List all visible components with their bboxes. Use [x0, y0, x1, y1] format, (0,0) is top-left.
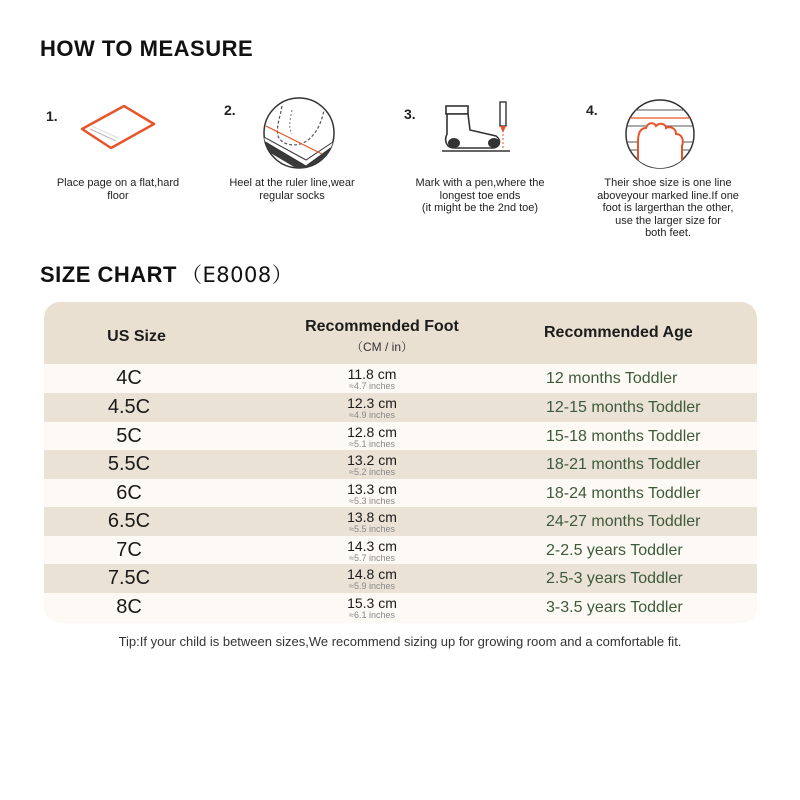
age-cell: 15-18 months Toddler	[546, 427, 701, 445]
inch-cell: ≈5.1 inches	[349, 438, 395, 449]
age-cell: 24-27 months Toddler	[546, 513, 701, 530]
step-2-number: 2.	[224, 102, 236, 118]
cm-cell: 14.8 cm	[347, 566, 397, 582]
step-4-text: Their shoe size is one line aboveyour marked line.If one foot is largerthan the other, use the larger size for both feet.	[597, 177, 739, 239]
cm-cell: 11.8 cm	[347, 366, 397, 382]
size-cell: 5.5C	[107, 453, 151, 475]
heel-on-ruler-icon	[262, 96, 336, 170]
cm-cell: 14.3 cm	[347, 537, 397, 554]
inch-cell: ≈5.5 inches	[349, 524, 395, 534]
cm-cell: 15.3 cm	[347, 594, 397, 611]
size-cell: 7.5C	[107, 567, 151, 589]
age-cell: 18-24 months Toddler	[546, 484, 701, 502]
how-to-measure-title: HOW TO MEASURE	[40, 36, 254, 61]
sock-and-pen-icon	[440, 98, 514, 156]
header-recommended-age: Recommended Age	[544, 324, 693, 341]
table-row	[44, 364, 757, 393]
step-3-text: Mark with a pen,where the longest toe ends (it might be the 2nd toe)	[415, 177, 545, 214]
table-header	[44, 302, 757, 364]
age-cell: 2-2.5 years Toddler	[546, 541, 683, 559]
cm-cell: 12.8 cm	[347, 423, 397, 440]
paper-on-floor-icon	[78, 102, 158, 152]
cm-cell: 13.8 cm	[347, 509, 397, 525]
step-1-text: Place page on a flat,hard floor	[56, 177, 180, 202]
age-cell: 12-15 months Toddler	[546, 399, 701, 416]
size-cell: 5C	[116, 424, 142, 447]
age-cell: 18-21 months Toddler	[546, 456, 701, 473]
table-row	[44, 450, 757, 479]
inch-cell: ≈4.7 inches	[349, 381, 395, 391]
sizing-tip: Tip:If your child is between sizes,We recommend sizing up for growing room and a comfortable fit.	[118, 634, 682, 649]
header-foot-unit: （CM / in）	[350, 340, 413, 354]
table-row	[44, 593, 757, 622]
step-4-number: 4.	[586, 102, 598, 118]
inch-cell: ≈5.9 inches	[349, 581, 395, 591]
size-cell: 6.5C	[107, 510, 151, 532]
header-us-size: US Size	[107, 328, 166, 345]
size-cell: 4C	[116, 367, 142, 389]
inch-cell: ≈6.1 inches	[349, 609, 395, 620]
inch-cell: ≈5.7 inches	[349, 552, 395, 563]
step-1-number: 1.	[46, 108, 58, 124]
size-cell: 4.5C	[107, 396, 151, 418]
size-chart-label: SIZE CHART	[40, 262, 177, 287]
inch-cell: ≈4.9 inches	[349, 410, 395, 420]
size-table	[44, 302, 757, 623]
table-row	[44, 422, 757, 451]
table-row	[44, 507, 757, 536]
cm-cell: 12.3 cm	[347, 395, 397, 411]
inch-cell: ≈5.2 inches	[349, 467, 395, 477]
toes-over-lines-icon	[624, 98, 696, 170]
cm-cell: 13.3 cm	[347, 480, 397, 497]
header-recommended-foot: Recommended Foot	[305, 318, 459, 335]
age-cell: 12 months Toddler	[546, 370, 678, 387]
table-row	[44, 564, 757, 593]
table-row	[44, 536, 757, 565]
size-cell: 8C	[116, 595, 142, 618]
table-row	[44, 393, 757, 422]
table-row	[44, 479, 757, 508]
step-2-text: Heel at the ruler line,wear regular socks	[229, 177, 355, 202]
size-cell: 6C	[116, 481, 142, 504]
inch-cell: ≈5.3 inches	[349, 495, 395, 506]
step-3-number: 3.	[404, 106, 416, 122]
size-cell: 7C	[116, 538, 142, 561]
age-cell: 3-3.5 years Toddler	[546, 598, 683, 616]
age-cell: 2.5-3 years Toddler	[546, 570, 683, 587]
size-chart-title	[40, 259, 293, 289]
cm-cell: 13.2 cm	[347, 452, 397, 468]
model-number: （E8008）	[181, 263, 294, 287]
